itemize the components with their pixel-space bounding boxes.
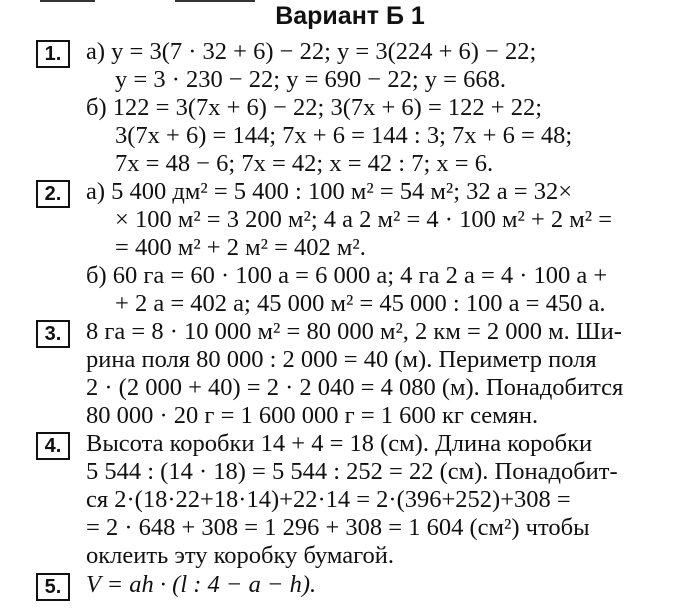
problem-1-line-4: 3(7x + 6) = 144; 7x + 6 = 144 : 3; 7x + 6 = 48; — [115, 122, 573, 149]
problem-2-line-2: × 100 м² = 3 200 м²; 4 а 2 м² = 4 · 100 м² + 2 м² = — [115, 206, 613, 233]
problem-5-line-1: V = ah · (l : 4 − a − h). — [86, 571, 317, 598]
problem-3-line-3: 2 · (2 000 + 40) = 2 · 2 040 = 4 080 (м). Понадобится — [86, 374, 624, 401]
problem-4-line-1: Высота коробки 14 + 4 = 18 (см). Длина коробки — [86, 430, 593, 457]
problem-4-line-4: = 2 · 648 + 308 = 1 296 + 308 = 1 604 (см²) чтобы — [86, 514, 590, 541]
problem-number: 1. — [36, 40, 70, 68]
problem-number: 3. — [36, 320, 70, 348]
problem-2-line-1: а) 5 400 дм² = 5 400 : 100 м² = 54 м²; 32 а = 32× — [86, 178, 573, 205]
problem-2-line-4: б) 60 га = 60 · 100 а = 6 000 а; 4 га 2 а = 4 · 100 а + — [86, 262, 608, 289]
problem-4-line-2: 5 544 : (14 · 18) = 5 544 : 252 = 22 (см). Понадобит- — [86, 458, 618, 485]
problem-1-line-1: а) y = 3(7 · 32 + 6) − 22; y = 3(224 + 6) − 22; — [86, 38, 537, 65]
problem-2-line-3: = 400 м² + 2 м² = 402 м². — [115, 234, 366, 261]
problem-1-line-5: 7x = 48 − 6; 7x = 42; x = 42 : 7; x = 6. — [115, 150, 494, 177]
problem-4-line-5: оклеить эту коробку бумагой. — [86, 542, 395, 569]
problem-1-line-2: y = 3 · 230 − 22; y = 690 − 22; y = 668. — [115, 66, 506, 93]
problem-number: 5. — [36, 573, 70, 601]
problem-3-line-1: 8 га = 8 · 10 000 м² = 80 000 м², 2 км = 2 000 м. Ши- — [86, 318, 622, 345]
problem-number: 4. — [36, 432, 70, 460]
problem-1-line-3: б) 122 = 3(7x + 6) − 22; 3(7x + 6) = 122 + 22; — [86, 94, 543, 121]
problem-3-line-4: 80 000 · 20 г = 1 600 000 г = 1 600 кг семян. — [86, 402, 539, 429]
problem-4-line-3: ся 2·(18·22+18·14)+22·14 = 2·(396+252)+308 = — [86, 486, 571, 513]
problem-2-line-5: + 2 а = 402 а; 45 000 м² = 45 000 : 100 а = 450 а. — [115, 290, 606, 317]
problem-number: 2. — [36, 180, 70, 208]
problem-3-line-2: рина поля 80 000 : 2 000 = 40 (м). Периметр поля — [86, 346, 597, 373]
variant-title: Вариант Б 1 — [275, 2, 425, 30]
